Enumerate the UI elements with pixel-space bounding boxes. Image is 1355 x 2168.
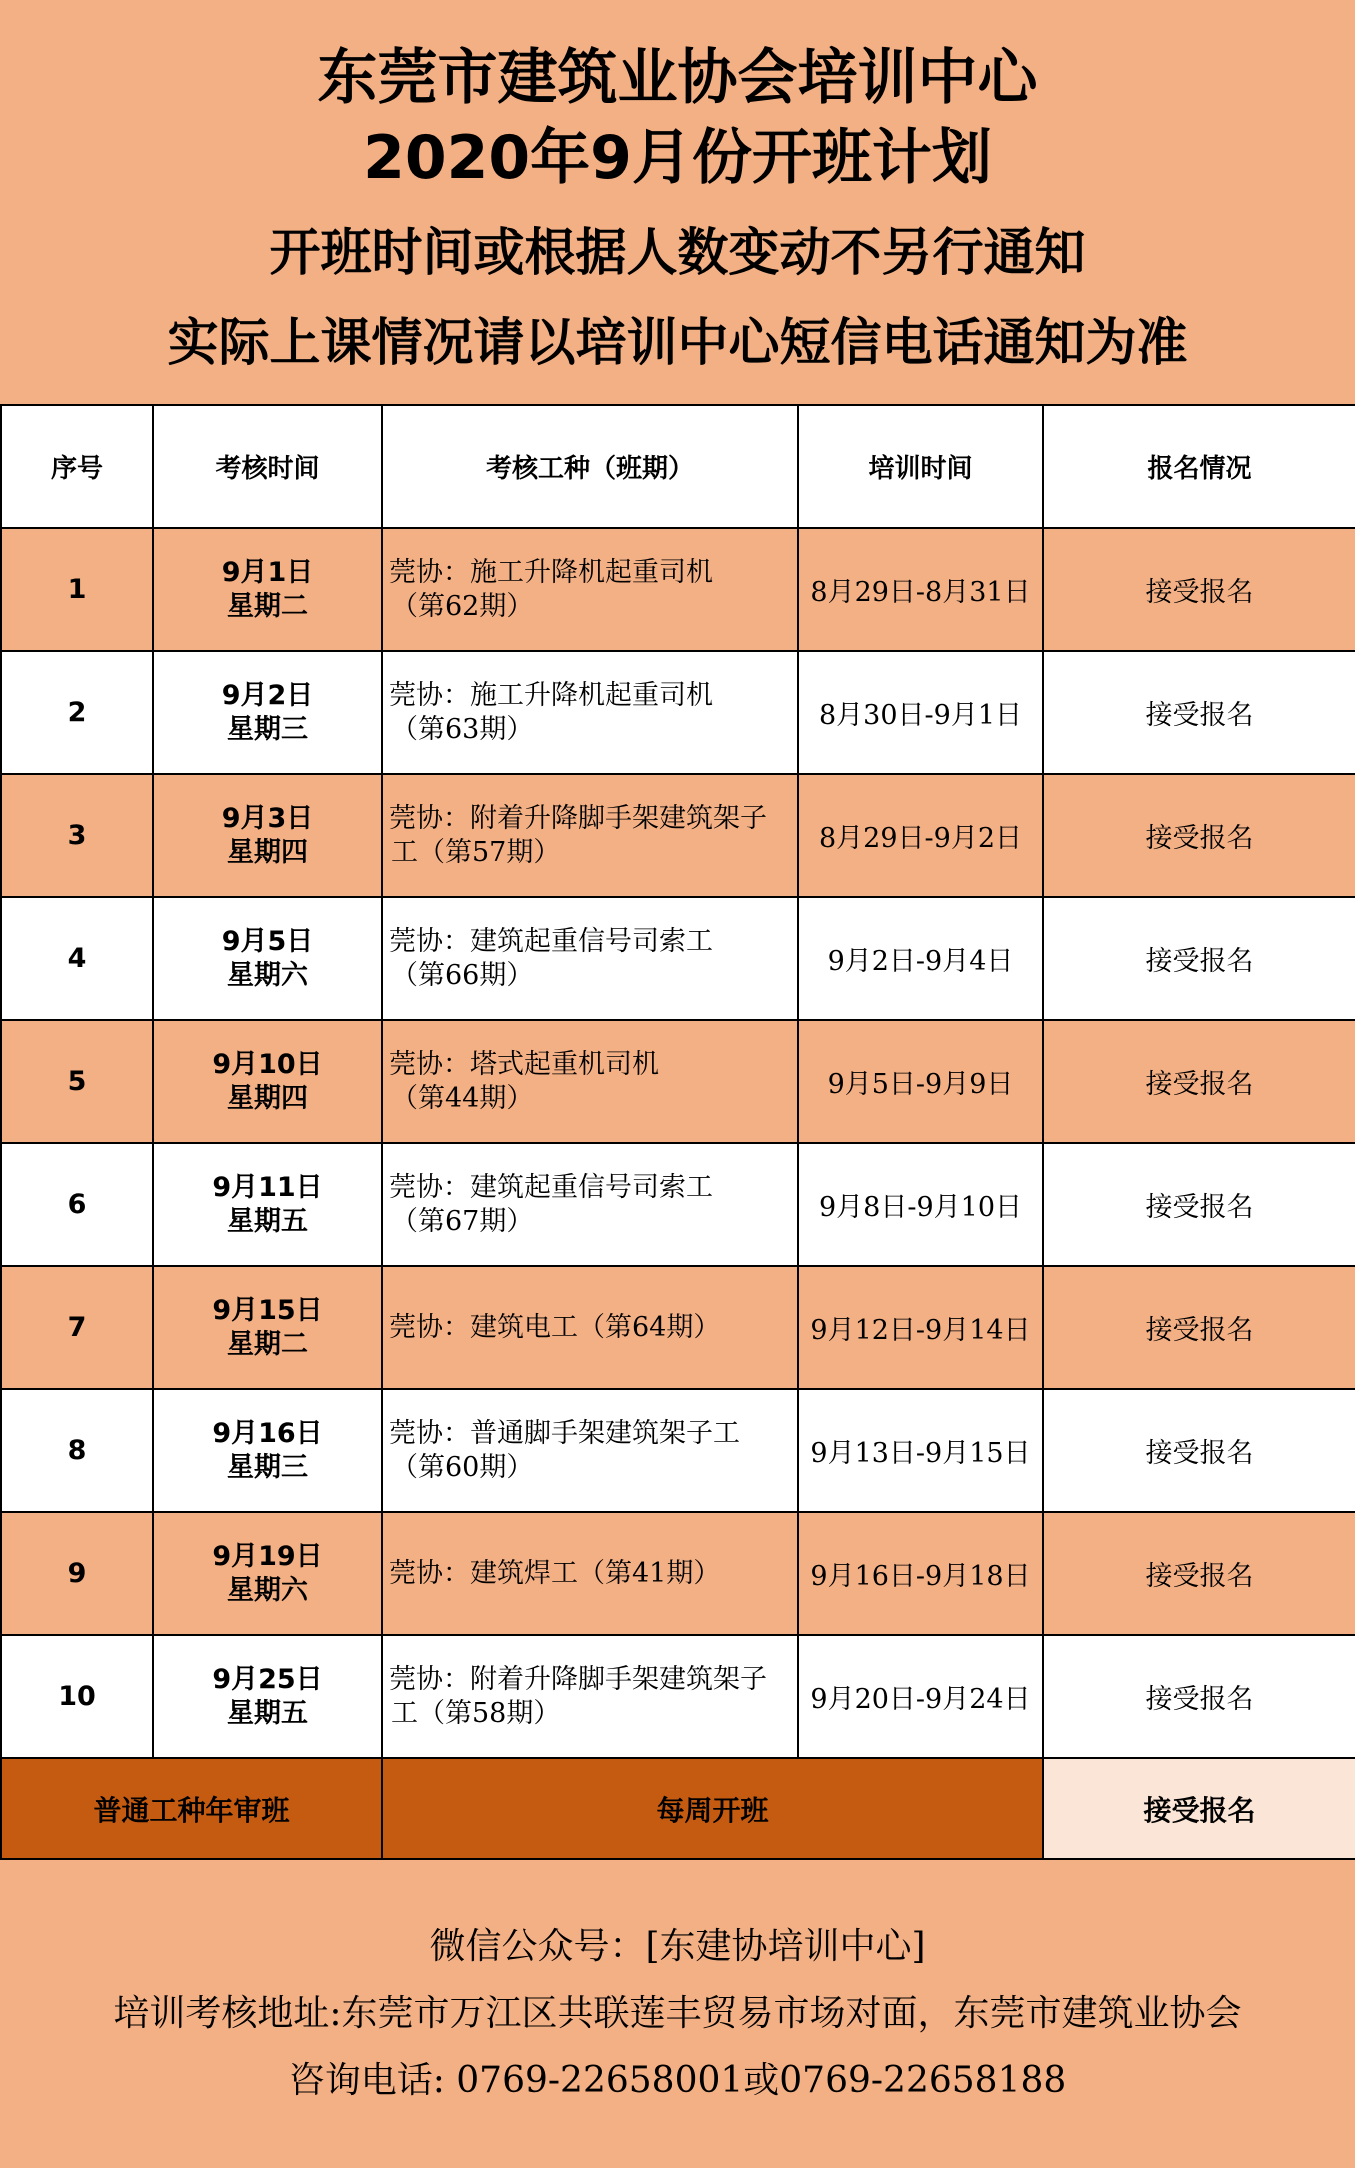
course-line1: 莞协：塔式起重机司机 [389,1048,659,1080]
row-seq: 1 [1,528,153,651]
row-exam-date [153,1389,382,1512]
exam-date: 9月2日 [221,679,314,711]
row-seq: 5 [1,1020,153,1143]
exam-weekday: 星期五 [227,1205,308,1237]
exam-weekday: 星期五 [227,1697,308,1729]
exam-weekday: 星期六 [227,959,308,991]
exam-date: 9月16日 [212,1417,323,1449]
row-course [382,1143,798,1266]
table-row [1,1143,1355,1266]
exam-weekday: 星期二 [227,590,308,622]
contact-phone: 咨询电话: 0769-22658001或0769-22658188 [288,2060,1067,2101]
row-exam-date [153,1020,382,1143]
table-row [1,897,1355,1020]
header [0,0,1355,404]
course-line1: 莞协：建筑电工（第64期） [389,1311,721,1343]
row-exam-date [153,651,382,774]
row-course [382,528,798,651]
course-line1: 莞协：施工升降机起重司机 [389,556,713,588]
title-plan: 2020年9月份开班计划 [363,123,992,193]
exam-date: 9月19日 [212,1540,323,1572]
annual-review-label: 普通工种年审班 [1,1758,382,1859]
col-header-course: 考核工种（班期） [382,405,798,528]
row-status: 接受报名 [1043,1389,1355,1512]
col-header-training: 培训时间 [798,405,1043,528]
exam-weekday: 星期四 [227,836,308,868]
footer-status: 接受报名 [1043,1758,1355,1859]
course-line1: 莞协：施工升降机起重司机 [389,679,713,711]
row-status: 接受报名 [1043,528,1355,651]
table-row [1,1635,1355,1758]
row-course [382,1512,798,1635]
exam-weekday: 星期二 [227,1328,308,1360]
row-training-period: 8月29日-8月31日 [798,528,1043,651]
course-line2: （第62期） [391,590,534,622]
table-row [1,1512,1355,1635]
row-seq: 3 [1,774,153,897]
table-footer-row [1,1758,1355,1859]
row-status: 接受报名 [1043,1020,1355,1143]
table-row [1,774,1355,897]
wechat-account: 微信公众号：[东建协培训中心] [429,1926,926,1967]
row-seq: 2 [1,651,153,774]
row-exam-date [153,1635,382,1758]
course-line2: （第67期） [391,1205,534,1237]
course-line1: 莞协：建筑焊工（第41期） [389,1557,721,1589]
row-exam-date [153,1512,382,1635]
notice-sms: 实际上课情况请以培训中心短信电话通知为准 [167,314,1188,373]
exam-date: 9月11日 [212,1171,323,1203]
row-status: 接受报名 [1043,1266,1355,1389]
row-training-period: 9月8日-9月10日 [798,1143,1043,1266]
table-row [1,1389,1355,1512]
course-line1: 莞协：普通脚手架建筑架子工 [389,1417,740,1449]
row-status: 接受报名 [1043,651,1355,774]
exam-weekday: 星期四 [227,1082,308,1114]
row-status: 接受报名 [1043,1143,1355,1266]
course-line2: （第44期） [391,1082,534,1114]
row-training-period: 9月20日-9月24日 [798,1635,1043,1758]
row-training-period: 9月2日-9月4日 [798,897,1043,1020]
weekly-schedule: 每周开班 [382,1758,1043,1859]
table-row [1,1266,1355,1389]
exam-date: 9月5日 [221,925,314,957]
row-exam-date [153,528,382,651]
table-row [1,1020,1355,1143]
exam-date: 9月25日 [212,1663,323,1695]
row-seq: 10 [1,1635,153,1758]
row-seq: 4 [1,897,153,1020]
course-line2: 工（第57期） [391,836,561,868]
course-line1: 莞协：附着升降脚手架建筑架子 [389,1663,767,1695]
row-exam-date [153,1143,382,1266]
table-row [1,528,1355,651]
course-line1: 莞协：建筑起重信号司索工 [389,1171,713,1203]
row-training-period: 8月30日-9月1日 [798,651,1043,774]
exam-date: 9月3日 [221,802,314,834]
course-line1: 莞协：附着升降脚手架建筑架子 [389,802,767,834]
schedule-table [0,404,1355,1860]
course-line2: （第66期） [391,959,534,991]
course-line2: （第63期） [391,713,534,745]
exam-weekday: 星期三 [227,713,308,745]
exam-date: 9月15日 [212,1294,323,1326]
row-training-period: 8月29日-9月2日 [798,774,1043,897]
notice-change: 开班时间或根据人数变动不另行通知 [269,224,1086,283]
col-header-seq: 序号 [1,405,153,528]
exam-weekday: 星期六 [227,1574,308,1606]
row-course [382,1635,798,1758]
row-training-period: 9月12日-9月14日 [798,1266,1043,1389]
row-exam-date [153,1266,382,1389]
row-course [382,651,798,774]
course-line2: 工（第58期） [391,1697,561,1729]
row-status: 接受报名 [1043,774,1355,897]
row-exam-date [153,897,382,1020]
row-seq: 6 [1,1143,153,1266]
row-seq: 9 [1,1512,153,1635]
row-training-period: 9月16日-9月18日 [798,1512,1043,1635]
row-course [382,774,798,897]
col-header-exam-date: 考核时间 [153,405,382,528]
row-status: 接受报名 [1043,1635,1355,1758]
row-course [382,1266,798,1389]
row-status: 接受报名 [1043,897,1355,1020]
exam-date: 9月10日 [212,1048,323,1080]
row-training-period: 9月13日-9月15日 [798,1389,1043,1512]
exam-weekday: 星期三 [227,1451,308,1483]
title-org: 东莞市建筑业协会培训中心 [317,43,1038,113]
training-address: 培训考核地址:东莞市万江区共联莲丰贸易市场对面，东莞市建筑业协会 [113,1993,1242,2034]
col-header-status: 报名情况 [1043,405,1355,528]
row-status: 接受报名 [1043,1512,1355,1635]
row-course [382,1020,798,1143]
exam-date: 9月1日 [221,556,314,588]
row-seq: 7 [1,1266,153,1389]
table-header-row [1,405,1355,528]
row-seq: 8 [1,1389,153,1512]
row-exam-date [153,774,382,897]
table-row [1,651,1355,774]
row-training-period: 9月5日-9月9日 [798,1020,1043,1143]
course-line2: （第60期） [391,1451,534,1483]
row-course [382,897,798,1020]
course-line1: 莞协：建筑起重信号司索工 [389,925,713,957]
row-course [382,1389,798,1512]
